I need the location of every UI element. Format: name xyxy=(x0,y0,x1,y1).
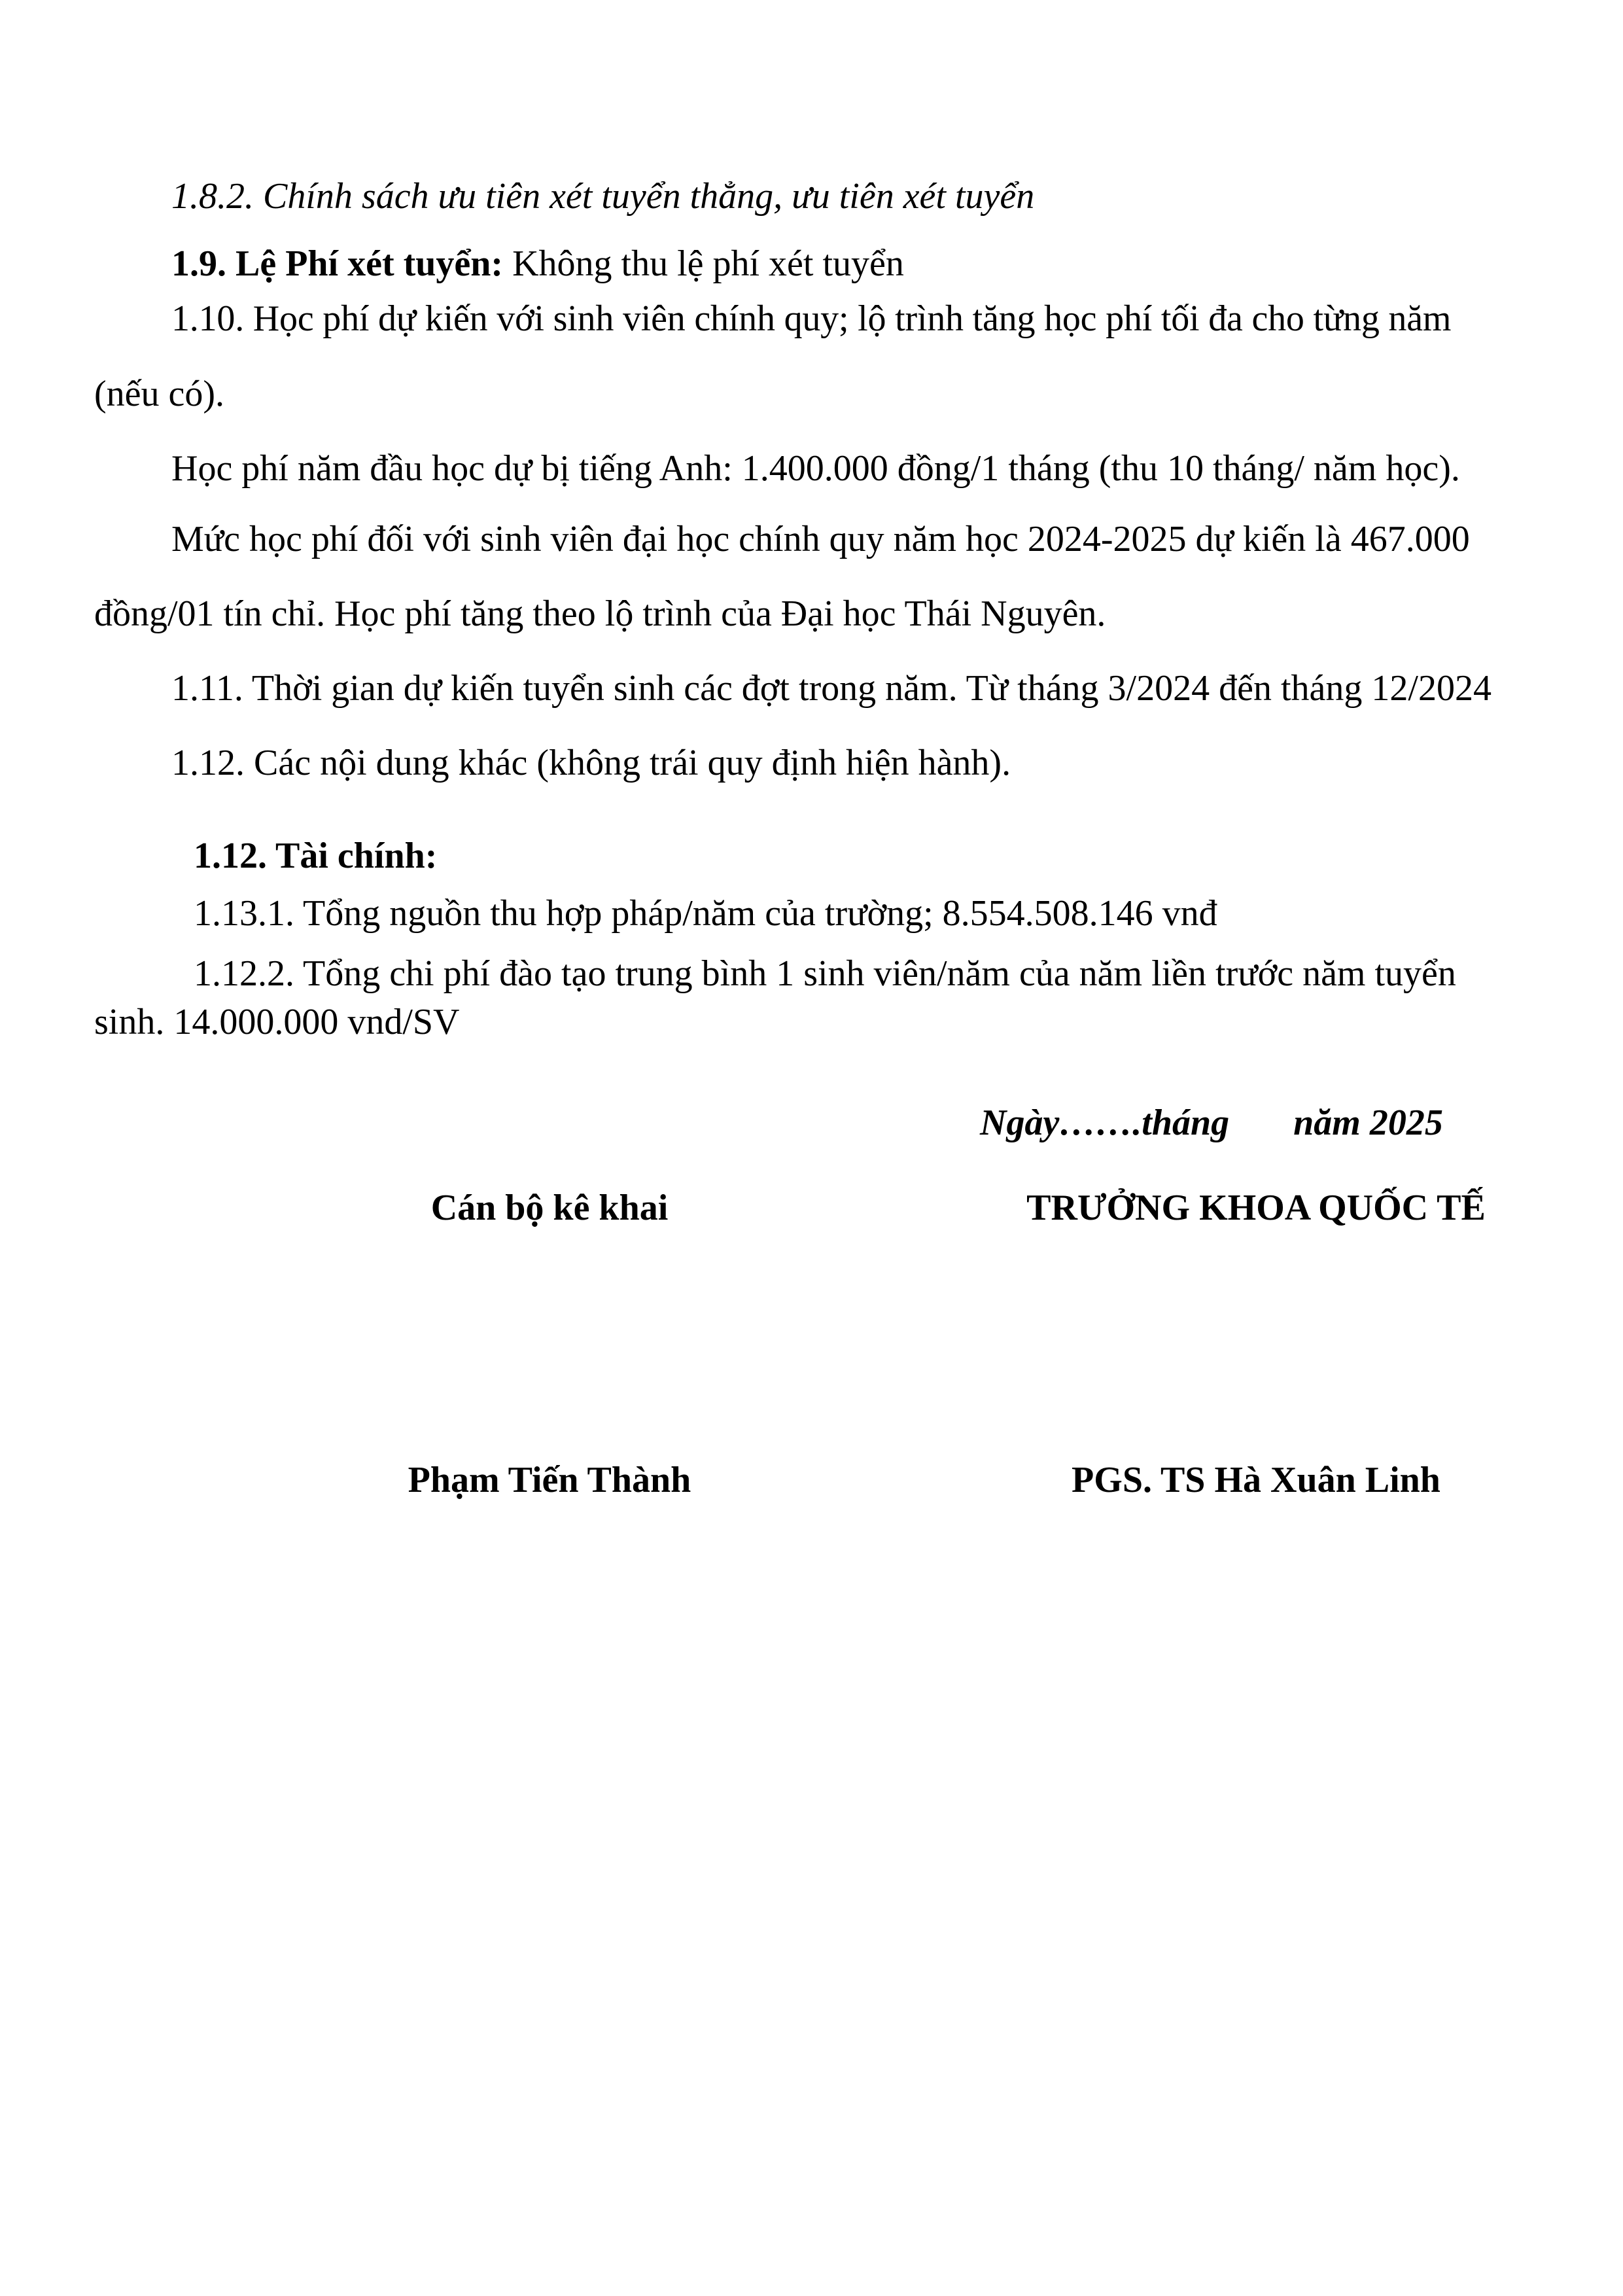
tuition-prep-english: Học phí năm đầu học dự bị tiếng Anh: 1.400.000 đồng/1 tháng (thu 10 tháng/ năm học). xyxy=(171,448,1460,489)
signature-date: Ngày…….tháng năm 2025 xyxy=(980,1103,1443,1143)
section-1-10-line2: (nếu có). xyxy=(94,374,225,414)
finance-title: 1.12. Tài chính: xyxy=(194,836,438,876)
signer-right-title: TRƯỞNG KHOA QUỐC TẾ xyxy=(1026,1188,1486,1228)
tuition-regular-line2: đồng/01 tín chỉ. Học phí tăng theo lộ trình của Đại học Thái Nguyên. xyxy=(94,593,1106,634)
finance-cost-line1: 1.12.2. Tổng chi phí đào tạo trung bình 1 sinh viên/năm của năm liền trước năm tuyển xyxy=(194,953,1456,994)
finance-cost-line2: sinh. 14.000.000 vnd/SV xyxy=(94,1002,460,1042)
signer-right-name: PGS. TS Hà Xuân Linh xyxy=(1072,1460,1440,1500)
section-1-9-label: 1.9. Lệ Phí xét tuyển: xyxy=(171,243,504,284)
section-1-9 xyxy=(171,245,904,282)
section-1-11: 1.11. Thời gian dự kiến tuyển sinh các đợt trong năm. Từ tháng 3/2024 đến tháng 12/2024 xyxy=(171,668,1492,709)
signer-left-title: Cán bộ kê khai xyxy=(430,1188,669,1228)
section-1-8-2: 1.8.2. Chính sách ưu tiên xét tuyển thẳng, ưu tiên xét tuyển xyxy=(171,176,1035,217)
section-1-10-line1: 1.10. Học phí dự kiến với sinh viên chính quy; lộ trình tăng học phí tối đa cho từng năm xyxy=(171,298,1452,339)
section-1-9-text: Không thu lệ phí xét tuyển xyxy=(503,243,904,284)
tuition-regular-line1: Mức học phí đối với sinh viên đại học chính quy năm học 2024-2025 dự kiến là 467.000 xyxy=(171,519,1470,559)
signer-left-name: Phạm Tiến Thành xyxy=(408,1460,691,1500)
section-1-12: 1.12. Các nội dung khác (không trái quy định hiện hành). xyxy=(171,743,1011,783)
finance-revenue: 1.13.1. Tổng nguồn thu hợp pháp/năm của trường; 8.554.508.146 vnđ xyxy=(194,893,1217,934)
